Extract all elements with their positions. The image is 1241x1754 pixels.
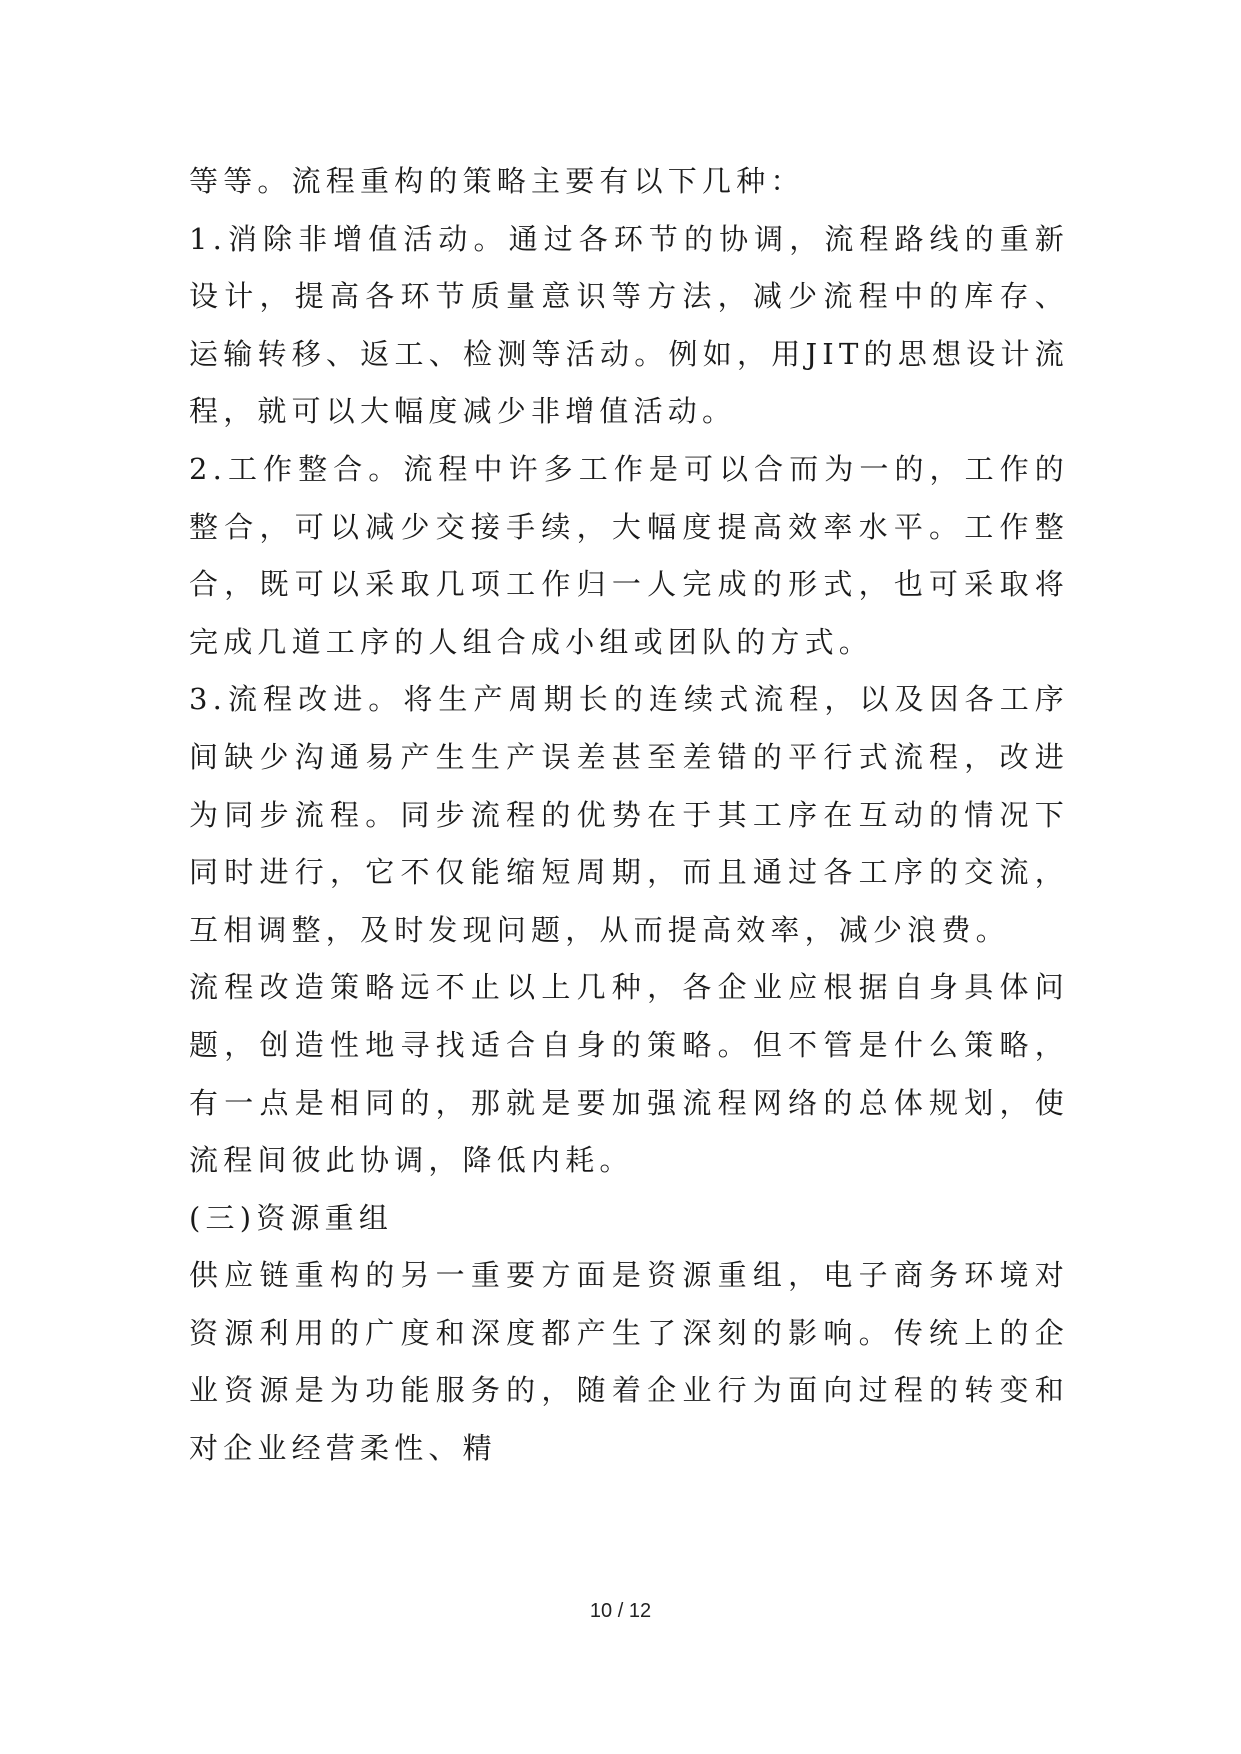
page-number: 10 / 12 xyxy=(589,1600,652,1622)
paragraph-item-2: 2.工作整合。流程中许多工作是可以合而为一的，工作的整合，可以减少交接手续，大幅度提高效率水平。工作整合，既可以采取几项工作归一人完成的形式，也可采取将完成几道工序的人组合成小组或团队的方式。 xyxy=(189,451,1069,659)
paragraph-item-3: 3.流程改进。将生产周期长的连续式流程，以及因各工序间缺少沟通易产生生产误差甚至差错的平行式流程，改进为同步流程。同步流程的优势在于其工序在互动的情况下同时进行，它不仅能缩短周期，而且通过各工序的交流，互相调整，及时发现问题，从而提高效率，减少浪费。 xyxy=(189,682,1069,947)
body-text xyxy=(189,153,1069,1478)
paragraph-summary: 流程改造策略远不止以上几种，各企业应根据自身具体问题，创造性地寻找适合自身的策略。但不管是什么策略，有一点是相同的，那就是要加强流程网络的总体规划，使流程间彼此协调，降低内耗。 xyxy=(189,970,1069,1178)
paragraph-intro: 等等。流程重构的策略主要有以下几种： xyxy=(189,164,805,198)
section-heading: (三)资源重组 xyxy=(189,1200,394,1235)
paragraph-resource: 供应链重构的另一重要方面是资源重组，电子商务环境对资源利用的广度和深度都产生了深刻的影响。传统上的企业资源是为功能服务的，随着企业行为面向过程的转变和对企业经营柔性、精 xyxy=(189,1258,1069,1466)
paragraph-item-1: 1.消除非增值活动。通过各环节的协调，流程路线的重新设计，提高各环节质量意识等方法，减少流程中的库存、运输转移、返工、检测等活动。例如，用JIT的思想设计流程，就可以大幅度减少非增值活动。 xyxy=(189,221,1069,429)
